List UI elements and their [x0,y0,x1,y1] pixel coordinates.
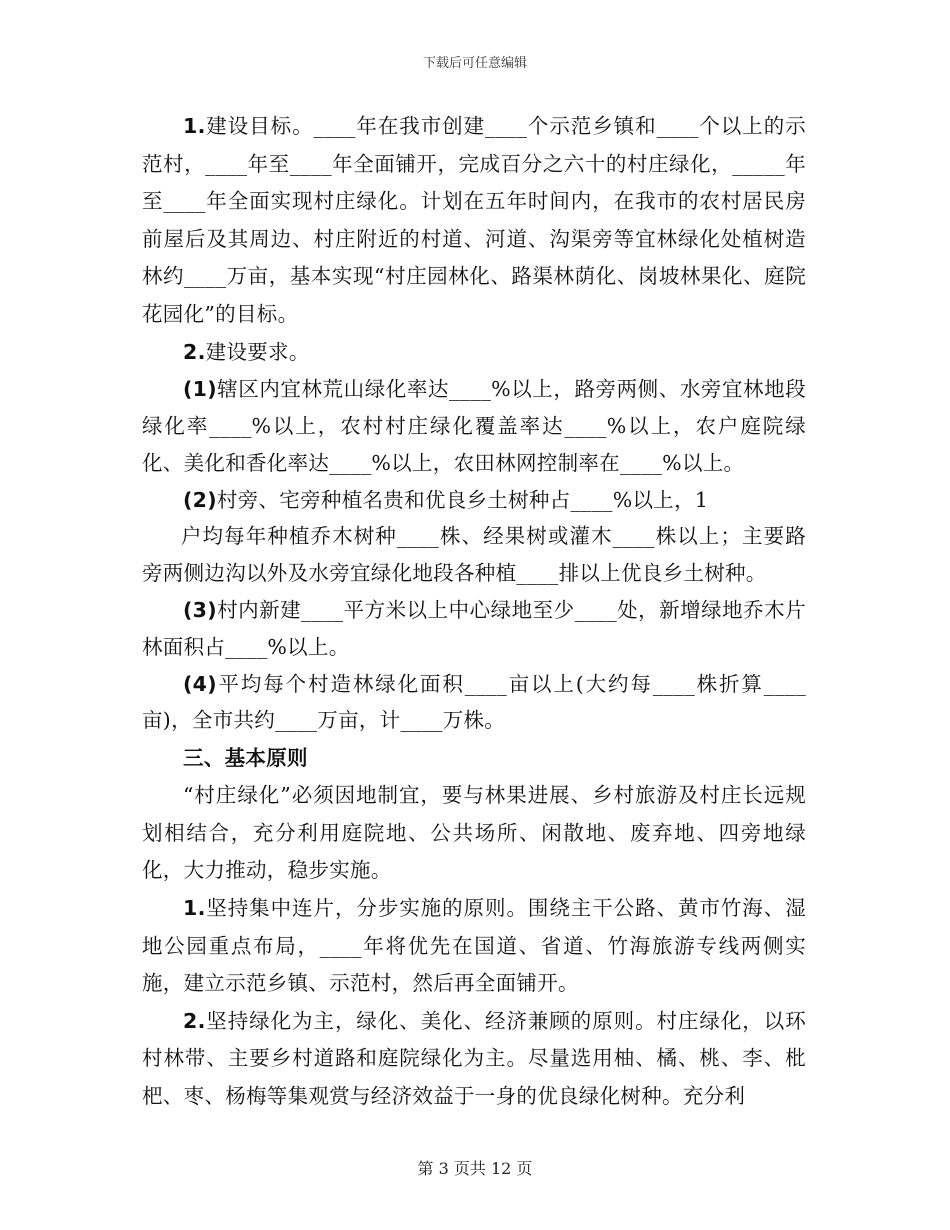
section-heading-basic-principles: 三、基本原则 [183,746,308,771]
paragraph-principle-1 [142,890,806,1003]
paragraph-number: (1) [183,377,217,402]
paragraph-text: 建设目标。____年在我市创建____个示范乡镇和____个以上的示范村，____年至____年全面铺开，完成百分之六十的村庄绿化，_____年至____年全面实现村庄绿化。计划在五年时间内，在我市的农村居民房前屋后及其周边、村庄附近的村道、河道、沟渠旁等宜林绿化处植树造林约____万亩，基本实现“村庄园林化、路渠林荫化、岗坡林果化、庭院花园化”的目标。 [142,114,806,326]
paragraph-construction-goal [142,108,806,334]
paragraph-text: 坚持集中连片，分步实施的原则。围绕主干公路、黄市竹海、湿地公园重点布局，____年将优先在国道、省道、竹海旅游专线两侧实施，建立示范乡镇、示范村，然后再全面铺开。 [142,895,806,996]
paragraph-text: 辖区内宜林荒山绿化率达____%以上，路旁两侧、水旁宜林地段绿化率____%以上，农村村庄绿化覆盖率达____%以上，农户庭院绿化、美化和香化率达____%以上，农田林网控制率在____%以上。 [142,377,806,475]
paragraph-requirement-2-continued: 户均每年种植乔木树种____株、经果树或灌木____株以上；主要路旁两侧边沟以外及水旁宜绿化地段各种植____排以上优良乡土树种。 [142,524,806,586]
paragraph-number: (2) [183,487,217,512]
paragraph-text: 村旁、宅旁种植名贵和优良乡土树种占____%以上，1 [216,487,709,512]
paragraph-requirement-1 [142,371,806,481]
paragraph-number: 1. [183,114,206,138]
paragraph-requirement-2 [142,482,806,519]
paragraph-number: 2. [183,339,206,364]
paragraph-requirement-4 [142,666,806,740]
paragraph-text: 建设要求。 [205,339,310,364]
paragraph-number: (4) [183,671,217,696]
page-footer-number: 第 3 页共 12 页 [417,1159,533,1178]
paragraph-text: 平均每个村造林绿化面积____亩以上(大约每____株折算____亩)，全市共约____万亩，计____万株。 [142,671,806,733]
paragraph-principles-intro: “村庄绿化”必须因地制宜，要与林果进展、乡村旅游及村庄长远规划相结合，充分利用庭院地、公共场所、闲散地、废弃地、四旁地绿化，大力推动，稳步实施。 [142,783,806,883]
paragraph-text: 村内新建____平方米以上中心绿地至少____处，新增绿地乔木片林面积占____%以上。 [142,597,806,659]
paragraph-principle-2 [142,1003,806,1116]
paragraph-number: 1. [183,895,206,920]
paragraph-text: 坚持绿化为主，绿化、美化、经济兼顾的原则。村庄绿化，以环村林带、主要乡村道路和庭院绿化为主。尽量选用柚、橘、桃、李、枇杷、枣、杨梅等集观赏与经济效益于一身的优良绿化树种。充分利 [142,1008,806,1108]
paragraph-number: (3) [183,597,217,622]
paragraph-number: 2. [183,1008,206,1033]
document-body [142,108,806,1115]
page-header-note: 下载后可任意编辑 [422,56,527,71]
paragraph-requirement-3 [142,592,806,666]
paragraph-construction-requirements [142,334,806,372]
